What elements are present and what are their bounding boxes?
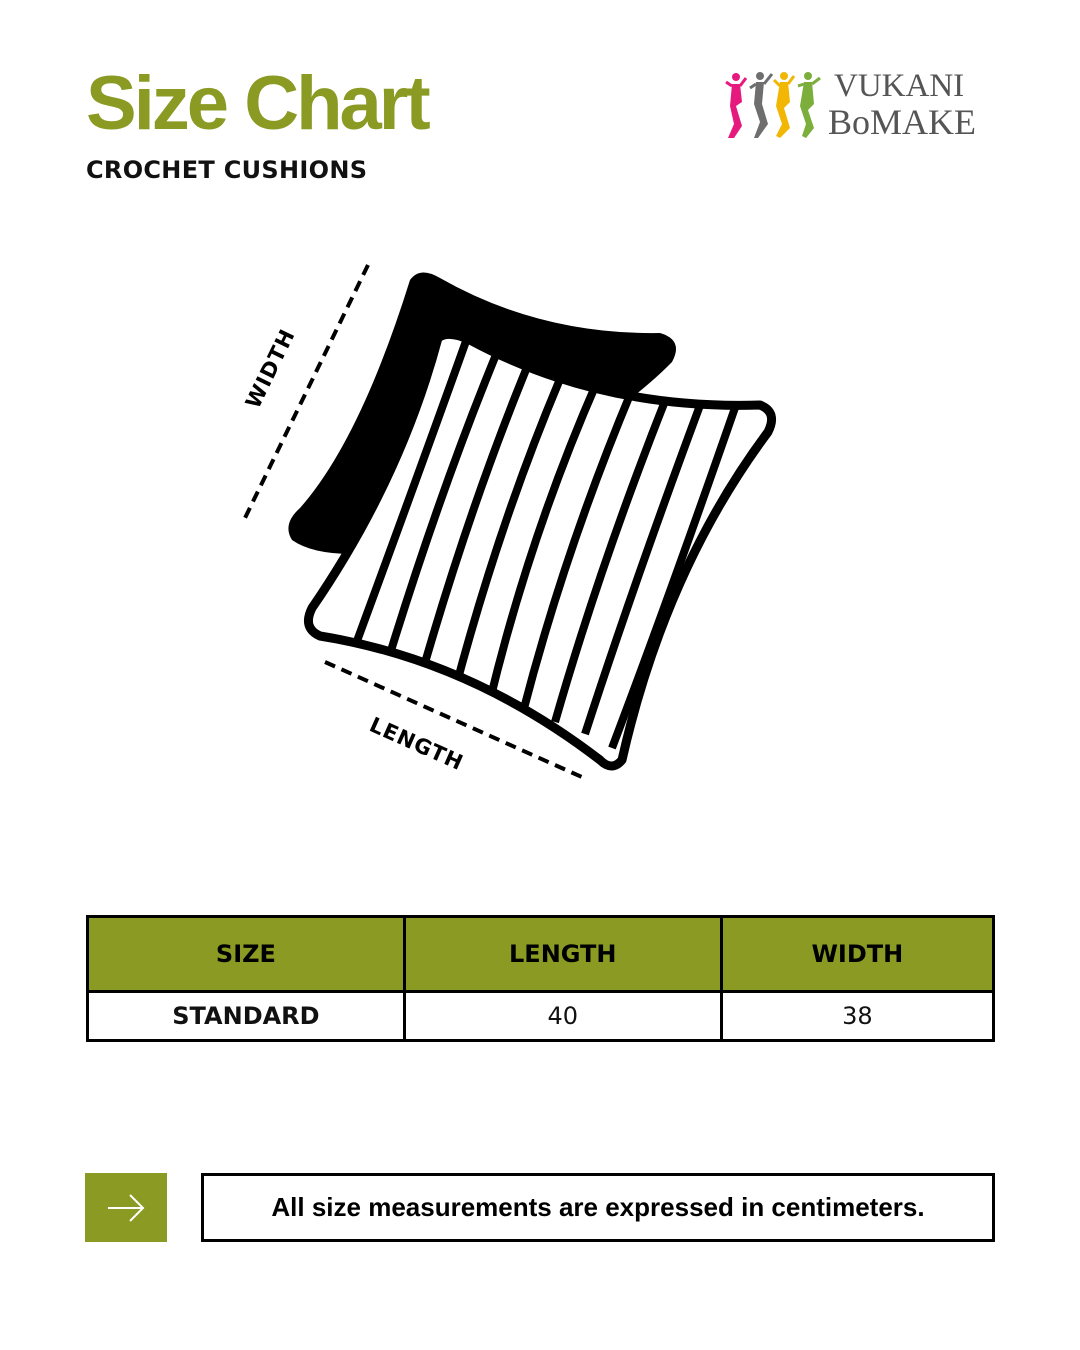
measurement-note: All size measurements are expressed in centimeters. — [201, 1173, 995, 1242]
arrow-right-icon — [106, 1193, 146, 1223]
cell-width: 38 — [721, 992, 993, 1041]
header-width: WIDTH — [721, 917, 993, 992]
page-title: Size Chart — [86, 61, 428, 146]
header-length: LENGTH — [404, 917, 721, 992]
logo-text-line2: BoMAKE — [828, 102, 977, 142]
width-label: WIDTH — [240, 324, 300, 413]
header-size: SIZE — [88, 917, 405, 992]
cell-length: 40 — [404, 992, 721, 1041]
length-label: LENGTH — [365, 712, 468, 776]
product-subtitle: CROCHET CUSHIONS — [86, 156, 368, 184]
table-header-row — [88, 917, 994, 992]
cell-size: STANDARD — [88, 992, 405, 1041]
size-table — [86, 915, 995, 1042]
arrow-badge — [85, 1173, 167, 1242]
table-row — [88, 992, 994, 1041]
logo-text-line1: VUKANI — [834, 68, 965, 104]
